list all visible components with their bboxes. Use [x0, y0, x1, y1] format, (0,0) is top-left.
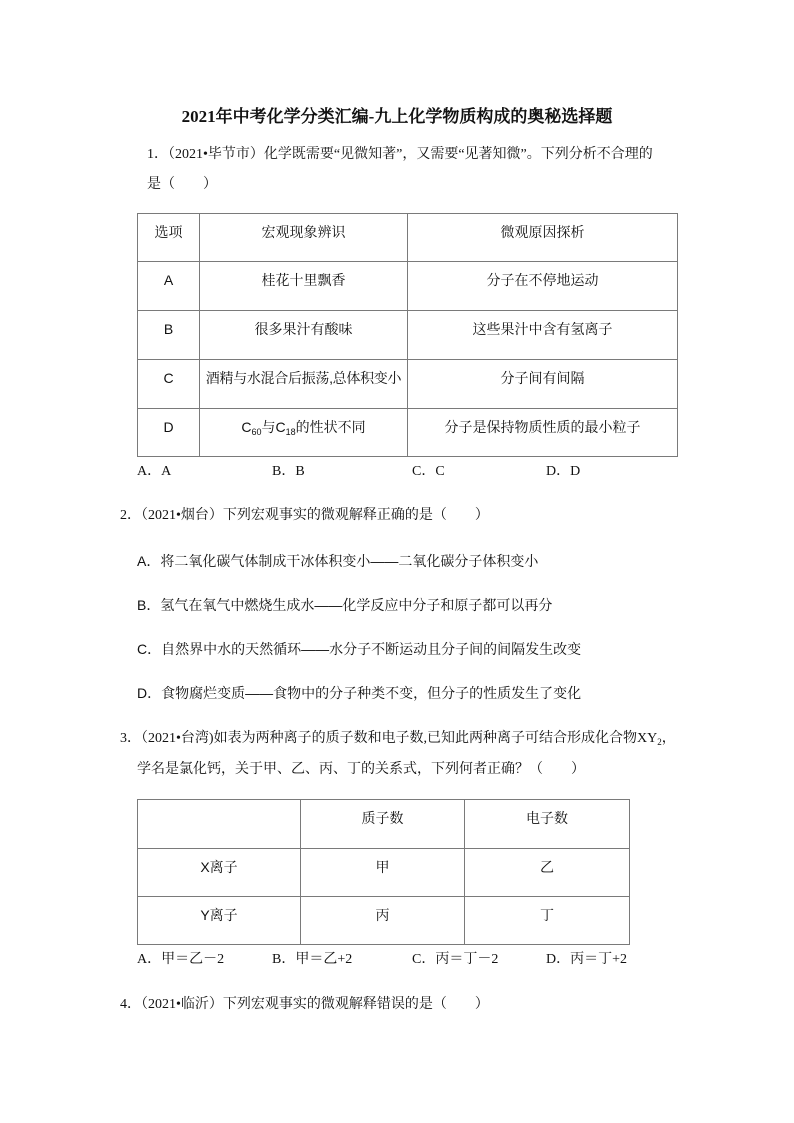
formula-c60-symbol: C — [241, 419, 252, 435]
question-1-table — [137, 213, 678, 457]
formula-c60-subscript: 60 — [251, 427, 262, 437]
cell-macro: 桂花十里飘香 — [200, 262, 408, 311]
cell-macro — [200, 409, 408, 457]
question-3-stem-text: 3．（2021•台湾)如表为两种离子的质子数和电子数,已知此两种离子可结合形成化合物XY — [120, 731, 658, 746]
cell-protons: 甲 — [301, 849, 465, 897]
formula-xy2-subscript: 2 — [657, 737, 662, 747]
header-option: 选项 — [138, 214, 200, 262]
question-2-option-b: B．氢气在氧气中燃烧生成水——化学反应中分子和原子都可以再分 — [137, 597, 553, 613]
question-2-option-d: D．食物腐烂变质——食物中的分子种类不变，但分子的性质发生了变化 — [137, 685, 582, 701]
table-row — [138, 897, 630, 945]
cell-macro: 酒精与水混合后振荡,总体积变小 — [200, 360, 408, 409]
question-3-option-d: D．丙＝丁+2 — [546, 952, 628, 967]
table-row — [138, 262, 678, 311]
macro-text-tail: 的性状不同 — [295, 419, 366, 435]
question-1-option-c: C．C — [412, 464, 445, 479]
cell-electrons: 丁 — [465, 897, 630, 945]
cell-option: C — [138, 360, 200, 409]
cell-protons: 丙 — [301, 897, 465, 945]
page-title: 2021年中考化学分类汇编-九上化学物质构成的奥秘选择题 — [181, 107, 613, 126]
cell-option: D — [138, 409, 200, 457]
table-header-row — [138, 800, 630, 849]
question-4-stem: 4．（2021•临沂）下列宏观事实的微观解释错误的是（ ） — [120, 997, 489, 1012]
question-3-table — [137, 799, 630, 945]
cell-micro: 分子在不停地运动 — [408, 262, 678, 311]
table-header-row — [138, 214, 678, 262]
question-3-option-c: C．丙＝丁－2 — [412, 952, 499, 967]
cell-option: A — [138, 262, 200, 311]
question-3-stem-line-2: 学名是氯化钙，关于甲、乙、丙、丁的关系式，下列何者正确？（ ） — [137, 762, 585, 777]
header-empty — [138, 800, 301, 849]
question-3-stem-line-1 — [120, 729, 676, 749]
table-row — [138, 311, 678, 360]
header-macro: 宏观现象辨识 — [200, 214, 408, 262]
cell-option: B — [138, 311, 200, 360]
cell-electrons: 乙 — [465, 849, 630, 897]
cell-micro: 分子是保持物质性质的最小粒子 — [408, 409, 678, 457]
formula-c18-subscript: 18 — [285, 427, 296, 437]
question-3-option-b: B．甲＝乙+2 — [272, 952, 353, 967]
header-protons: 质子数 — [301, 800, 465, 849]
question-1-option-a: A．A — [137, 464, 172, 479]
cell-micro: 分子间有间隔 — [408, 360, 678, 409]
table-row — [138, 849, 630, 897]
question-3-stem-tail: ， — [661, 731, 676, 746]
header-electrons: 电子数 — [465, 800, 630, 849]
question-1-stem-line-1: 1．（2021•毕节市）化学既需要“见微知著”，又需要“见著知微”。下列分析不合理的 — [147, 147, 653, 162]
question-3-option-a: A．甲＝乙－2 — [137, 952, 225, 967]
formula-c18-symbol: 与C — [261, 419, 286, 435]
table-row — [138, 360, 678, 409]
question-2-option-c: C．自然界中水的天然循环——水分子不断运动且分子间的间隔发生改变 — [137, 641, 582, 657]
cell-micro: 这些果汁中含有氢离子 — [408, 311, 678, 360]
question-1-option-b: B．B — [272, 464, 305, 479]
header-micro: 微观原因探析 — [408, 214, 678, 262]
cell-macro: 很多果汁有酸味 — [200, 311, 408, 360]
table-row — [138, 409, 678, 457]
question-2-option-a: A．将二氧化碳气体制成干冰体积变小——二氧化碳分子体积变小 — [137, 553, 539, 569]
question-1-option-d: D．D — [546, 464, 581, 479]
cell-ion: Y离子 — [138, 897, 301, 945]
question-1-stem-line-2: 是（ ） — [147, 177, 217, 192]
question-2-stem: 2．（2021•烟台）下列宏观事实的微观解释正确的是（ ） — [120, 508, 489, 523]
cell-ion: X离子 — [138, 849, 301, 897]
